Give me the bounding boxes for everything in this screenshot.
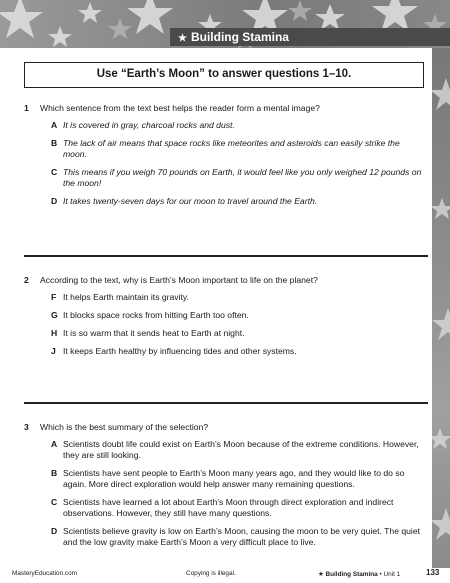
question-text: According to the text, why is Earth’s Moon important to life on the planet? xyxy=(40,275,318,285)
star-icon: ★ xyxy=(178,33,187,44)
answer-choice[interactable] xyxy=(51,328,424,339)
star-pattern-icon xyxy=(432,48,450,568)
question-number: 2 xyxy=(24,275,29,285)
choice-letter: J xyxy=(51,346,56,356)
divider xyxy=(24,402,428,404)
right-margin-decoration xyxy=(432,48,450,568)
choice-text: Scientists have learned a lot about Earth’s Moon through direct exploration and indirect observations. However, they still have many questions. xyxy=(63,497,394,518)
answer-choice[interactable] xyxy=(51,196,424,207)
answer-choice[interactable] xyxy=(51,167,424,189)
choice-text: The lack of air means that space rocks like meteorites and asteroids can easily strike the moon. xyxy=(63,138,400,159)
answer-choice[interactable] xyxy=(51,439,424,461)
choice-letter: F xyxy=(51,292,57,302)
choice-text: It helps Earth maintain its gravity. xyxy=(63,292,189,302)
footer-separator: • xyxy=(379,571,382,578)
choice-text: Scientists have sent people to Earth’s Moon many years ago, and they would like to do so again. More direct exploration would help answer many remaining questions. xyxy=(63,468,405,489)
answer-choice[interactable] xyxy=(51,310,424,321)
divider xyxy=(24,255,428,257)
choice-text: It is so warm that it sends heat to Earth at night. xyxy=(63,328,245,338)
question-text: Which is the best summary of the selection? xyxy=(40,422,209,432)
page-footer xyxy=(0,566,450,583)
star-icon: ★ xyxy=(318,571,324,578)
question-stem xyxy=(24,422,424,432)
footer-website[interactable]: MasteryEducation.com xyxy=(12,570,77,577)
choice-letter: G xyxy=(51,310,58,320)
answer-choice[interactable] xyxy=(51,526,424,548)
choice-letter: D xyxy=(51,526,58,536)
choice-letter: B xyxy=(51,468,58,478)
section-title: Building Stamina xyxy=(190,30,289,44)
answer-choice[interactable] xyxy=(51,468,424,490)
choice-text: Scientists believe gravity is low on Earth’s Moon, causing the moon to be very quiet. The quiet and the low gravity make Earth’s Moon a very difficult place to live. xyxy=(63,526,420,547)
question-number: 1 xyxy=(24,103,29,113)
question-3 xyxy=(24,422,424,555)
question-number: 3 xyxy=(24,422,29,432)
choice-letter: H xyxy=(51,328,58,338)
question-text: Which sentence from the text best helps the reader form a mental image? xyxy=(40,103,320,113)
choice-text: It keeps Earth healthy by influencing tides and other systems. xyxy=(63,346,297,356)
choice-letter: A xyxy=(51,120,58,130)
page-number: 133 xyxy=(426,568,440,577)
instruction-box: Use “Earth’s Moon” to answer questions 1–10. xyxy=(24,62,424,88)
question-stem xyxy=(24,103,424,113)
choice-letter: D xyxy=(51,196,58,206)
choice-text: It blocks space rocks from hitting Earth too often. xyxy=(63,310,249,320)
footer-unit: Unit 1 xyxy=(383,571,401,578)
choice-text: This means if you weigh 70 pounds on Earth, it would feel like you only weighed 12 pounds on the moon! xyxy=(63,167,422,188)
choice-letter: C xyxy=(51,167,58,177)
choice-letter: C xyxy=(51,497,58,507)
answer-choice[interactable] xyxy=(51,497,424,519)
footer-section-title: Building Stamina xyxy=(325,571,378,578)
choice-letter: A xyxy=(51,439,58,449)
footer-copyright: Copying is illegal. xyxy=(186,570,236,577)
header-banner xyxy=(0,0,450,48)
question-stem xyxy=(24,275,424,285)
answer-choice[interactable] xyxy=(51,138,424,160)
choice-text: It is covered in gray, charcoal rocks and dust. xyxy=(63,120,235,130)
answer-choice[interactable] xyxy=(51,292,424,303)
answer-choice[interactable] xyxy=(51,120,424,131)
question-2 xyxy=(24,275,424,364)
answer-choice[interactable] xyxy=(51,346,424,357)
section-title-banner xyxy=(170,28,450,46)
choice-text: It takes twenty-seven days for our moon to travel around the Earth. xyxy=(63,196,318,206)
question-1 xyxy=(24,103,424,214)
choice-letter: B xyxy=(51,138,58,148)
footer-section xyxy=(318,570,400,578)
choice-text: Scientists doubt life could exist on Earth’s Moon because of the extreme conditions. However, they are still looking. xyxy=(63,439,419,460)
